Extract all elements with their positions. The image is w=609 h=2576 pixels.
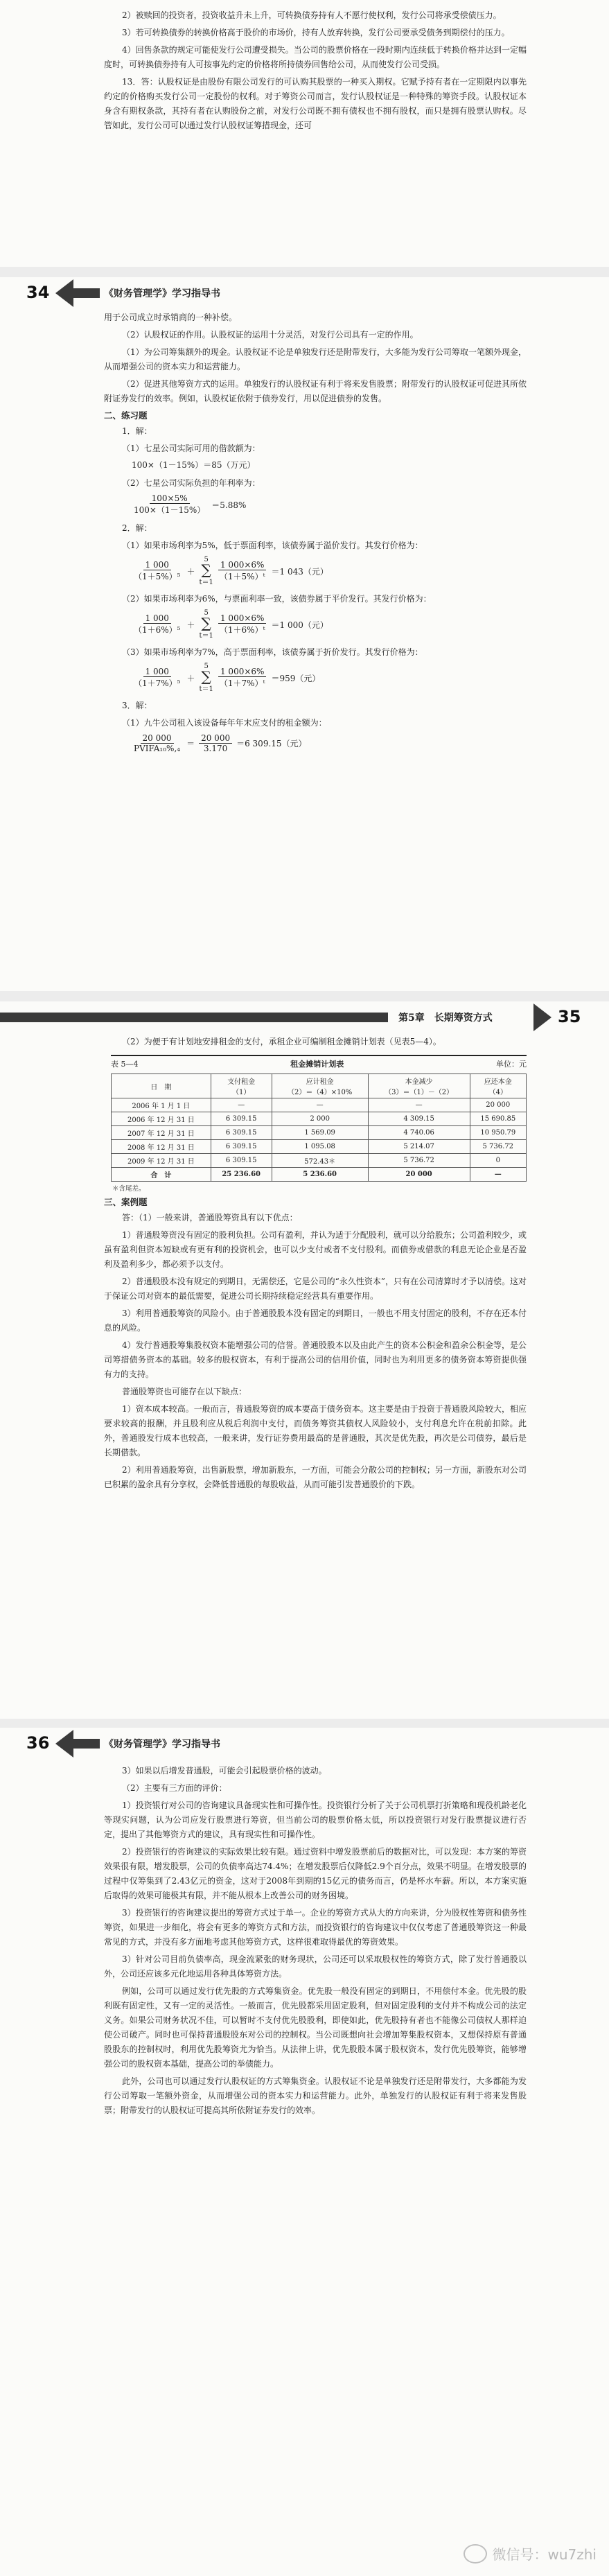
sigma-icon: 5 ∑ t＝1 — [199, 663, 213, 693]
question-label: 2．解： — [122, 523, 152, 533]
header-bar — [72, 288, 100, 298]
paragraph: 1）资本成本较高。一般而言，普通股筹资的成本要高于债务资本。这主要是由于投资于普通股风险较大，相应要求较高的报酬，并且股利应从税后利润中支付，而债务筹资其债权人风险较小，支付利息允许在税前扣除。此外，普通股发行成本也较高，一般来讲，发行证券费用最高的是普通股，其次是优先股，再次是公司债券，最后是长期借款。 — [104, 1404, 527, 1457]
table-caption — [111, 1055, 527, 1069]
fraction — [132, 560, 182, 582]
table-cell: 6 309.15 — [211, 1154, 272, 1168]
table-cell: — — [368, 1098, 470, 1112]
paragraph: 2）被赎回的投资者，投资收益升未上升，可转换债券持有人不愿行使权利，发行公司将承受偿债压力。 — [122, 10, 502, 20]
page-34 — [0, 277, 609, 991]
page-gap — [0, 267, 609, 277]
paragraph: （1）如果市场利率为5%，低于票面利率，该债券属于溢价发行。其发行价格为： — [122, 541, 423, 550]
chapter-title: 第5章 长期筹资方式 — [398, 1013, 493, 1024]
denominator: （1＋7%）ᵗ — [219, 678, 265, 688]
paragraph: （2）为便于有计划地安排租金的支付，承租企业可编制租金摊销计划表（见表5—4）。 — [122, 1037, 441, 1046]
arrow-left-icon — [55, 279, 73, 307]
denominator: 100×（1－15%） — [134, 505, 206, 515]
page-number: 36 — [26, 1733, 50, 1753]
table-label: 表 5—4 — [111, 1060, 139, 1069]
numerator: 1 000×6% — [218, 560, 266, 570]
paragraph: 2）普通股股本没有规定的到期日，无需偿还，它是公司的“永久性资本”，只有在公司清算时才予以清偿。这对于保证公司对资本的最低需要，促进公司长期持续稳定经营具有重要作用。 — [104, 1277, 527, 1301]
table-cell: 2008 年 12 月 31 日 — [112, 1140, 211, 1154]
denominator: （1＋6%）⁵ — [134, 625, 181, 635]
table-cell: 2006 年 12 月 31 日 — [112, 1112, 211, 1126]
column-header: 本金减少 （3）＝（1）－（2） — [368, 1074, 470, 1098]
numerator: 1 000×6% — [218, 667, 266, 677]
book-title: 《财务管理学》学习指导书 — [104, 1739, 220, 1750]
plus-sign: ＋ — [186, 673, 195, 683]
sigma-upper: 5 — [204, 556, 209, 563]
paragraph: （1）七星公司实际可用的借款额为： — [122, 444, 261, 453]
table-title: 租金摊销计划表 — [290, 1060, 344, 1069]
paragraph: 答：（1）一般来讲，普通股筹资具有以下优点： — [122, 1213, 298, 1223]
table-cell: — — [470, 1168, 526, 1182]
table-cell: 15 690.85 — [470, 1112, 526, 1126]
table-cell: 4 740.06 — [368, 1126, 470, 1140]
table-cell: 6 309.15 — [211, 1112, 272, 1126]
paragraph: 3）投资银行的咨询建议提出的筹资方式过于单一。企业的筹资方式从大的方向来讲，分为股权性筹资和债务性筹资，如果进一步细化，将会有更多的筹资方式和方法，而投资银行的咨询建议中仅仅考虑了普通股筹资这一种最常见的方式，并没有多方面地考虑其他筹资方式，这样很难取得最优的筹资效果。 — [104, 1908, 527, 1947]
header-bar — [72, 1739, 100, 1749]
denominator: （1＋5%）ᵗ — [219, 572, 265, 581]
formula-result: ＝1 043（元） — [271, 566, 328, 577]
paragraph: 2）投资银行的咨询建议的实际效果比较有限。通过资料中增发股票前后的数据对比，可以发现：本方案的筹资效果很有限，增发股票，公司的负债率高达74.4%；在增发股票后仅降低2.9个百分点，效果不明显。在增发股票的过程中仅筹集到了2.43亿元的资金，这对于2008年到期的15亿元的债务而言，仍是杯水车薪。所以，本方案实施后取得的效果可能极其有限，并不能从根本上改善公司的财务困境。 — [104, 1847, 527, 1900]
book-title: 《财务管理学》学习指导书 — [104, 288, 220, 299]
sigma-lower: t＝1 — [199, 579, 213, 586]
fraction — [132, 613, 182, 636]
page-header-band — [0, 1001, 609, 1033]
fraction — [218, 613, 267, 636]
column-header: 支付租金 （1） — [211, 1074, 272, 1098]
plus-sign: ＋ — [186, 566, 195, 577]
amortization-table — [111, 1074, 527, 1182]
table-cell: — — [272, 1098, 368, 1112]
paragraph: 3）若可转换债券的转换价格高于股价的市场价，持有人放弃转换，发行公司要承受债务到期偿付的压力。 — [122, 28, 510, 37]
paragraph: 13．答：认股权证是由股份有限公司发行的可认购其股票的一种买入期权。它赋予持有者在一定期限内以事先约定的价格购买发行公司一定股份的权利。对于筹资公司而言，发行认股权证是一种特殊的筹资手段。认股权证本身含有期权条款，其持有者在认购股份之前，对发行公司既不拥有债权也不拥有股权，而只是拥有股票认购权。尽管如此，发行公司可以通过发行认股权证筹措现金，还可 — [104, 77, 527, 130]
formula — [132, 733, 527, 753]
paragraph: （1）为公司筹集额外的现金。认股权证不论是单独发行还是附带发行，大多能为发行公司筹取一笔额外现金，从而增强公司的资本实力和运营能力。 — [104, 347, 527, 371]
fraction — [132, 667, 182, 689]
wechat-icon — [464, 2544, 487, 2564]
paragraph: （2）如果市场利率为6%，与票面利率一致，该债券属于平价发行。其发行价格为： — [122, 594, 432, 604]
paragraph: （2）认股权证的作用。认股权证的运用十分灵活，对发行公司具有一定的作用。 — [122, 330, 418, 340]
arrow-right-icon — [533, 1004, 551, 1031]
denominator: （1＋7%）⁵ — [134, 678, 181, 688]
sigma-icon: 5 ∑ t＝1 — [199, 609, 213, 640]
numerator: 20 000 — [141, 733, 174, 744]
table-cell: 20 000 — [368, 1168, 470, 1182]
table-row — [112, 1140, 527, 1154]
table-row — [112, 1112, 527, 1126]
paragraph: （1）九牛公司租入该设备每年年末应支付的租金额为： — [122, 718, 327, 728]
column-header: 应计租金 （2）＝（4）×10% — [272, 1074, 368, 1098]
page-35 — [0, 1001, 609, 1719]
formula — [132, 556, 527, 586]
sigma-upper: 5 — [204, 663, 209, 670]
paragraph: 此外，公司也可以通过发行认股权证的方式筹集资金。认股权证不论是单独发行还是附带发行，大多都能为发行公司筹取一笔额外资金，从而增强公司的资本实力和运营能力。此外，单独发行的认股权证有利于将来发售股票；附带发行的认股权证可提高其所依附证券发行的效率。 — [104, 2076, 527, 2115]
formula-result: ＝959（元） — [271, 673, 321, 683]
paragraph: 1）普通股筹资没有固定的股利负担。公司有盈利，并认为适于分配股利，就可以分给股东；公司盈利较少，或虽有盈利但资本短缺或有更有利的投资机会，也可以少支付或者不支付股利。而债券或借款的利息无论企业是否盈利及盈利多少，都必须予以支付。 — [104, 1230, 527, 1269]
paragraph: 4）发行普通股筹集股权资本能增强公司的信誉。普通股股本以及由此产生的资本公积金和盈余公积金等，是公司筹措债务资本的基础。较多的股权资本，有利于提高公司的信用价值，同时也为利用更多的债务资本筹资提供强有力的支持。 — [104, 1340, 527, 1379]
paragraph: 1）投资银行对公司的咨询建议具备现实性和可操作性。投资银行分析了关于公司机票打折策略和现役机龄老化等现实问题，认为公司应发行股票进行筹资，但当前公司的股票价格太低，所以投资银行对发行股票提议进行否定，提出了其他筹资方式的建议，具有现实性和可操作性。 — [104, 1800, 527, 1839]
fraction — [218, 667, 267, 689]
table-cell: 1 569.09 — [272, 1126, 368, 1140]
formula — [132, 609, 527, 640]
page-header-band — [0, 1728, 609, 1760]
table-cell: 20 000 — [470, 1098, 526, 1112]
numerator: 1 000 — [143, 560, 171, 570]
table-row — [112, 1098, 527, 1112]
page-number: 34 — [26, 283, 50, 302]
fraction — [132, 493, 207, 516]
paragraph: 普通股筹资也可能存在以下缺点： — [122, 1387, 247, 1396]
table-unit: 单位：元 — [496, 1060, 527, 1069]
formula-result: ＝5.88% — [211, 500, 247, 510]
numerator: 1 000 — [143, 667, 171, 677]
paragraph: （2）主要有三方面的评价： — [122, 1783, 227, 1793]
formula-result: ＝1 000（元） — [271, 620, 328, 630]
table-cell: 572.43＊ — [272, 1154, 368, 1168]
question-label: 1．解： — [122, 426, 152, 436]
sigma-icon: 5 ∑ t＝1 — [199, 556, 213, 586]
fraction — [199, 733, 232, 753]
paragraph: （2）七星公司实际负担的年利率为： — [122, 478, 261, 488]
column-header: 日 期 — [112, 1074, 211, 1098]
formula — [132, 663, 527, 693]
plus-sign: ＋ — [186, 620, 195, 630]
table-cell: 10 950.79 — [470, 1126, 526, 1140]
arrow-left-icon — [55, 1730, 73, 1758]
table-cell: 25 236.60 — [211, 1168, 272, 1182]
paragraph: 3）利用普通股筹资的风险小。由于普通股股本没有固定的到期日，一般也不用支付固定的股利，不存在还本付息的风险。 — [104, 1308, 527, 1333]
paragraph: 2）利用普通股筹资，出售新股票，增加新股东，一方面，可能会分散公司的控制权；另一方面，新股东对公司已积累的盈余具有分享权，会降低普通股的每股收益，从而可能引发普通股价的下跌。 — [104, 1465, 527, 1489]
formula-result: ＝6 309.15（元） — [236, 739, 307, 748]
table-cell: 6 309.15 — [211, 1140, 272, 1154]
page-header-band — [0, 277, 609, 309]
paragraph: （2）促进其他筹资方式的运用。单独发行的认股权证有利于将来发售股票；附带发行的认股权证可促进其所依附证券发行的效率。例如，认股权证依附于债券发行，用以促进债券的发售。 — [104, 379, 527, 403]
paragraph: 例如，公司可以通过发行优先股的方式筹集资金。优先股一般没有固定的到期日，不用偿付本金。优先股的股利既有固定性，又有一定的灵活性。一般而言，优先股都采用固定股利，但对固定股利的支付并不构成公司的法定义务。如果公司财务状况不佳，可以暂时不支付优先股股利，即使如此，优先股持有者也不能像公司债权人那样迫使公司破产。同时也可保持普通股股东对公司的控制权。当公司既想向社会增加筹集股权资本，又想保持原有普通股股东的控制权时，利用优先股筹资尤为恰当。从法律上讲，优先股股本属于股权资本，发行优先股筹资，能够增强公司的股权资本基础，提高公司的举债能力。 — [104, 1986, 527, 2069]
section-heading: 三、案例题 — [104, 1197, 148, 1207]
table-cell: 5 214.07 — [368, 1140, 470, 1154]
denominator: （1＋5%）⁵ — [134, 572, 181, 581]
fraction — [218, 560, 267, 582]
question-label: 3．解： — [122, 701, 152, 710]
table-row — [112, 1154, 527, 1168]
equals-sign: ＝ — [186, 739, 195, 748]
paragraph: 4）回售条款的规定可能使发行公司遭受损失。当公司的股票价格在一段时期内连续低于转换价格并达到一定幅度时，可转换债券持有人可按事先约定的价格将所持债券回售给公司，从而使发行公司受损。 — [104, 45, 527, 69]
numerator: 100×5% — [150, 493, 190, 504]
table-total-row — [112, 1168, 527, 1182]
denominator: （1＋6%）ᵗ — [219, 625, 265, 635]
section-heading: 二、练习题 — [104, 410, 148, 421]
paragraph: （3）如果市场利率为7%，高于票面利率，该债券属于折价发行。其发行价格为： — [122, 647, 423, 657]
table-cell: 2009 年 12 月 31 日 — [112, 1154, 211, 1168]
table-note: ＊含尾差。 — [112, 1185, 145, 1193]
page-gap — [0, 1719, 609, 1728]
table-cell: 5 736.72 — [470, 1140, 526, 1154]
table-cell: 2007 年 12 月 31 日 — [112, 1126, 211, 1140]
table-cell: 2 000 — [272, 1112, 368, 1126]
sigma-upper: 5 — [204, 609, 209, 617]
table-cell: 2006 年 1 月 1 日 — [112, 1098, 211, 1112]
watermark — [464, 2543, 597, 2564]
page-gap — [0, 991, 609, 1001]
formula-text: 100×（1－15%）＝85（万元） — [132, 460, 256, 470]
denominator: 3.170 — [203, 744, 228, 753]
header-bar — [0, 1013, 388, 1022]
denominator: PVIFA₁₀%,₄ — [134, 744, 181, 753]
formula — [132, 459, 527, 471]
formula — [132, 493, 527, 516]
column-header: 应还本金 （4） — [470, 1074, 526, 1098]
table-cell: 0 — [470, 1154, 526, 1168]
table-cell: 合 计 — [112, 1168, 211, 1182]
page-36 — [0, 1728, 609, 2576]
table-row — [112, 1126, 527, 1140]
table-cell: 1 095.08 — [272, 1140, 368, 1154]
table-cell: 5 236.60 — [272, 1168, 368, 1182]
table-header-row — [112, 1074, 527, 1098]
paragraph: 3）如果以后增发普通股，可能会引起股票价格的波动。 — [122, 1766, 327, 1776]
table-cell: 4 309.15 — [368, 1112, 470, 1126]
numerator: 1 000×6% — [218, 613, 266, 624]
watermark-text: 微信号：wu7zhi — [492, 2546, 597, 2563]
paragraph: 用于公司成立时承销商的一种补偿。 — [104, 313, 238, 322]
fraction — [132, 733, 182, 753]
sigma-lower: t＝1 — [199, 632, 213, 640]
page-fragment-1 — [0, 0, 609, 267]
numerator: 1 000 — [143, 613, 171, 624]
numerator: 20 000 — [199, 733, 232, 744]
sigma-lower: t＝1 — [199, 685, 213, 693]
page-number: 35 — [558, 1007, 581, 1026]
table-cell: 5 736.72 — [368, 1154, 470, 1168]
table-cell: — — [211, 1098, 272, 1112]
paragraph: 3）针对公司目前负债率高，现金流紧张的财务现状，公司还可以采取股权性的筹资方式，除了发行普通股以外，公司还应该多元化地运用各种具体筹资方法。 — [104, 1954, 527, 1979]
table-cell: 6 309.15 — [211, 1126, 272, 1140]
